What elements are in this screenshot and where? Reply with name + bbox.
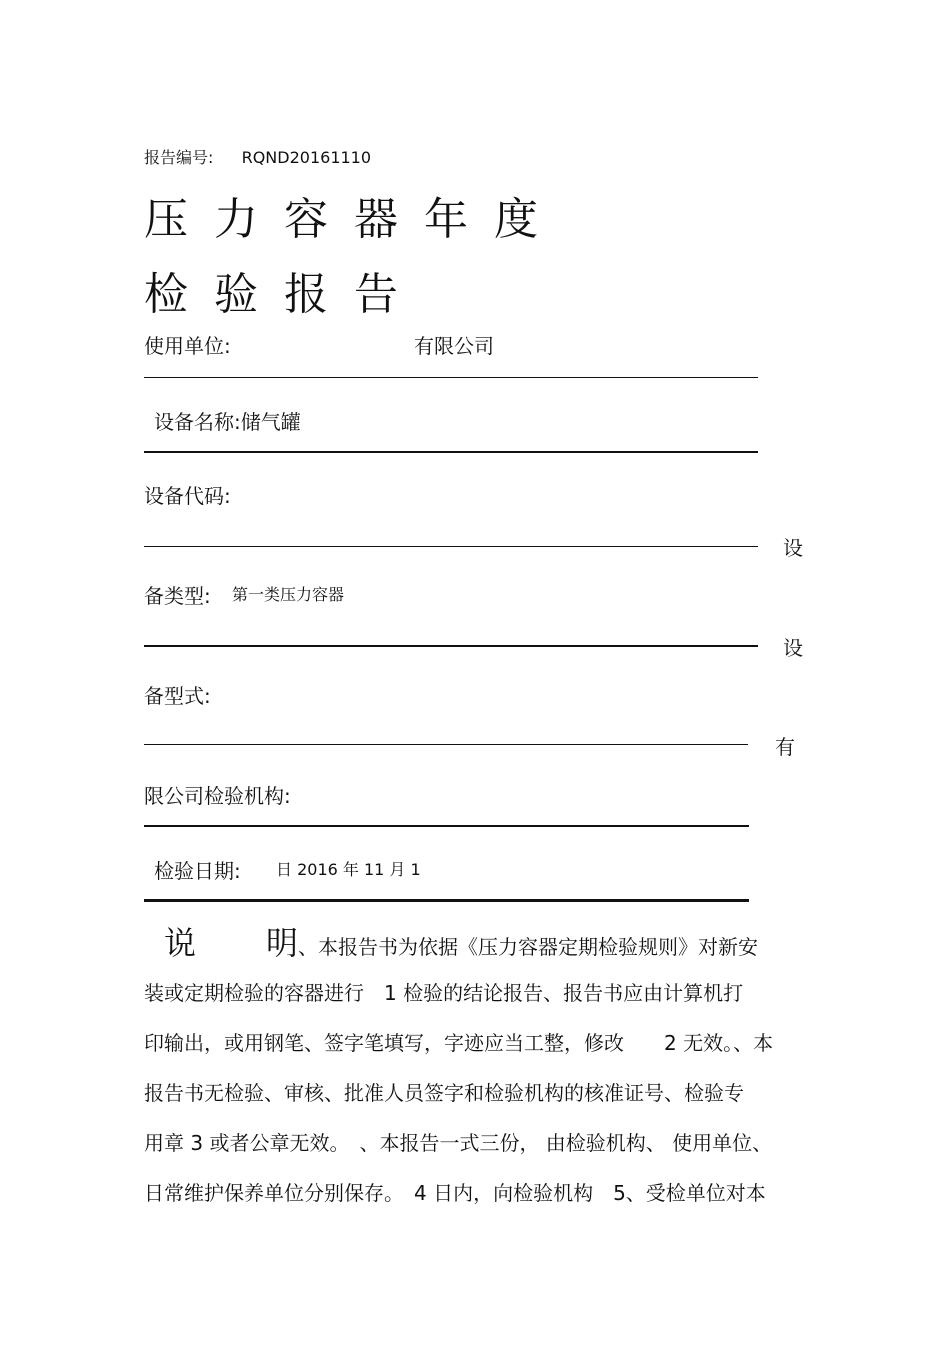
user-unit-underline	[144, 377, 758, 378]
equipment-model-label: 备型式:	[144, 684, 211, 708]
document-title-line-1: 压力容器年度	[144, 194, 564, 245]
equipment-category-value: 第一类压力容器	[232, 585, 345, 604]
notes-line-4: 报告书无检验、审核、批准人员签字和检验机构的核准证号、检验专	[144, 1081, 744, 1105]
inspection-date-value: 日 2016 年 11 月 1	[276, 860, 421, 879]
notes-heading-char-2: 明	[266, 924, 299, 962]
notes-heading-char-1: 说	[164, 924, 197, 962]
notes-line-3: 印输出，或用钢笔、签字笔填写，字迹应当工整，修改 2 无效。、本	[144, 1031, 774, 1055]
equipment-name-underline	[144, 451, 758, 453]
inspection-date-underline	[144, 899, 749, 902]
equipment-code-underline	[144, 546, 758, 547]
inspection-org-wrap-char: 有	[775, 735, 795, 759]
equipment-category-label: 备类型:	[144, 584, 211, 608]
equipment-category-wrap-char: 设	[783, 536, 803, 560]
equipment-model-underline	[144, 744, 748, 745]
notes-section	[144, 918, 824, 1218]
notes-line-2: 装或定期检验的容器进行 1 检验的结论报告、报告书应由计算机打	[144, 981, 744, 1005]
equipment-name-field	[154, 406, 301, 435]
notes-line-6: 日常维护保养单位分别保存。 4 日内，向检验机构 5、受检单位对本	[144, 1181, 766, 1205]
report-number-value: RQND20161110	[241, 148, 372, 167]
equipment-name-value: 储气罐	[240, 410, 301, 434]
notes-line-1	[144, 918, 824, 968]
notes-line-5: 用章 3 或者公章无效。 、本报告一式三份， 由检验机构、 使用单位、	[144, 1131, 773, 1155]
user-unit-value: 有限公司	[414, 334, 494, 358]
equipment-category-underline	[144, 645, 758, 647]
inspection-date-label: 检验日期:	[154, 859, 241, 883]
document-title-line-2: 检验报告	[144, 269, 424, 320]
inspection-org-underline	[144, 825, 749, 827]
equipment-model-wrap-char: 设	[783, 636, 803, 660]
notes-line-text: 、本报告书为依据《压力容器定期检验规则》对新安	[298, 935, 759, 959]
equipment-code-label: 设备代码:	[144, 484, 231, 508]
equipment-name-label: 设备名称:	[154, 410, 241, 434]
report-number	[144, 145, 371, 168]
report-number-label: 报告编号:	[144, 148, 214, 167]
user-unit-label: 使用单位:	[144, 334, 231, 358]
inspection-org-label: 限公司检验机构:	[144, 784, 291, 808]
